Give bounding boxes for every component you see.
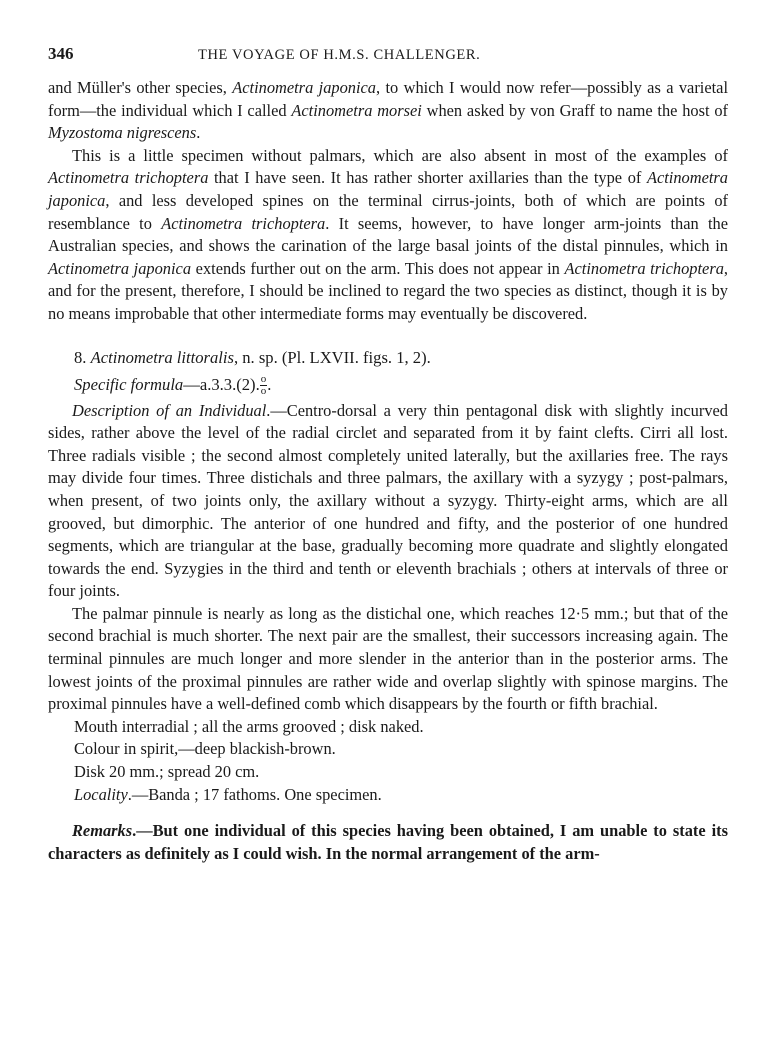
section-gap	[48, 326, 728, 346]
paragraph-remarks: Remarks.—But one individual of this species having been obtained, I am unable to state its characters as definitely as I could wish. In the normal arrangement of the arm-	[48, 821, 728, 863]
specific-formula: Specific formula—a.3.3.(2). $\frac{o}{o}$ .	[74, 373, 272, 398]
paragraph-specimen: This is a little specimen without palmars, which are also absent in most of the examples of Actinometra trichoptera that I have seen. It has rather shorter axillaries than the type of Actinometra japonica, and less developed spines on the terminal cirrus-joints, both of which are points of resemblance to Actinometra trichoptera. It seems, however, to have longer arm-joints than the Australian species, and shows the carination of the large basal joints of the distal pinnules, which in Actinometra japonica extends further out on the arm. This does not appear in Actinometra trichoptera, and for the present, therefore, I should be inclined to regard the two species as distinct, though it is by no means improbable that other intermediate forms may eventually be discovered.	[48, 145, 729, 323]
page-number: 346	[48, 44, 74, 63]
detail-mouth: Mouth interradial ; all the arms grooved ; disk naked.	[74, 716, 424, 736]
formula-fraction: $\frac{o}{o}$	[260, 373, 267, 398]
detail-disk: Disk 20 mm.; spread 20 cm.	[74, 762, 260, 782]
paragraph-continuation: and Müller's other species, Actinometra japonica, to which I would now refer—possibly as a varietal form—the individual which I called Actinometra morsei when asked by von Graff to name the host of Myzostoma nigrescens.	[48, 78, 729, 143]
detail-colour: Colour in spirit,—deep blackish-brown.	[74, 739, 336, 759]
running-head: THE VOYAGE OF H.M.S. CHALLENGER.	[198, 47, 481, 63]
paragraph-description: Description of an Individual.—Centro-dorsal a very thin pentagonal disk with slightly incurved sides, rather above the level of the radial circlet and separated from it by faint clefts. Cirri all lost. Three radials visible ; the second almost completely united laterally, but the axillaries free. The rays may divide four times. Three distichals and three palmars, the axillary with a syzygy ; post-palmars, when present, of two joints only, the axillary without a syzygy. Thirty-eight arms, which are all grooved, but dimorphic. The anterior of one hundred and fifty, and the posterior of one hundred segments, which are triangular at the base, gradually becoming more quadrate and slightly elongated towards the end. Syzygies in the third and tenth or eleventh brachials ; others at intervals of three or four joints.	[48, 400, 729, 601]
species-heading: 8. Actinometra littoralis, n. sp. (Pl. LXVII. figs. 1, 2).	[74, 347, 431, 367]
document-page	[48, 44, 728, 865]
page-header	[48, 44, 728, 68]
paragraph-pinnule: The palmar pinnule is nearly as long as the distichal one, which reaches 12·5 mm.; but that of the second brachial is much shorter. The next pair are the smallest, their successors increasing again. The terminal pinnules are much longer and more slender in the anterior than in the posterior arms. The lowest joints of the proximal pinnules are rather wide and overlap slightly with spinose margins. The proximal pinnules have a well-defined comb which disappears by the fourth or fifth brachial.	[48, 603, 728, 714]
detail-locality: Locality.—Banda ; 17 fathoms. One specimen.	[74, 784, 382, 804]
